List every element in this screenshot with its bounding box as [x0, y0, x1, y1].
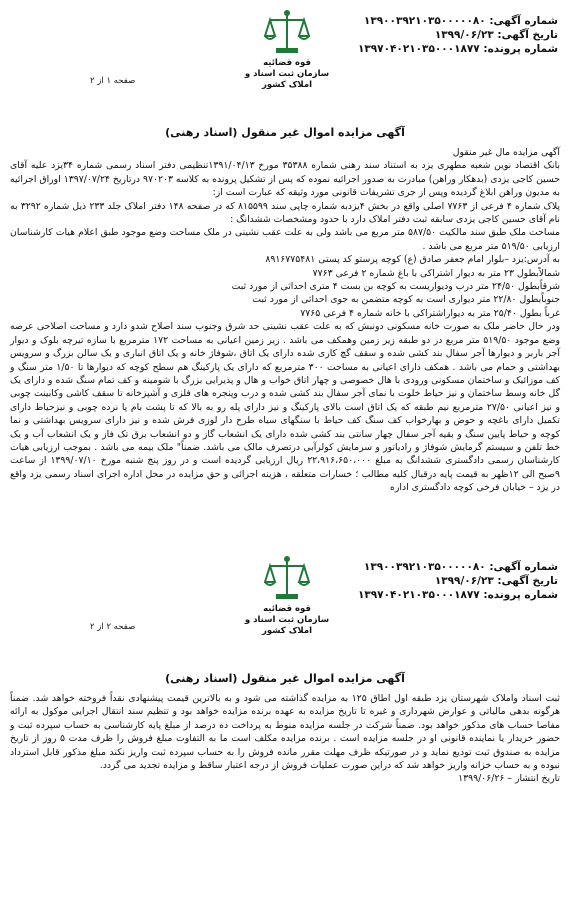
- body-paragraph: جنوباًبطول ۲۲/۸۰ متر دیواری است به کوچه متضمن به جوی احداثی از مورد ثبت: [252, 294, 560, 306]
- body-paragraph: ثبت اسناد واملاک شهرستان یزد طبقه اول اطاق ۱۲۵ به مزایده گذاشته می شود و به بالاترین قیمت پیشنهادی نقداً فروخته خواهد شد. ضمناً هرگونه بدهی مالیاتی و عوارض شهرداری و غیره تا تاریخ مزایده به عهده برنده مزایده خواهد بود و تنظیم سند انتقال اجرایی موکول به ارائه مفاصا حساب های مذکور خواهد بود. ضمناً شرکت در جلسه مزایده منوط به پرداخت ده درصد از مبلغ پایه کارشناسی به حساب سپرده ثبت و حضور خریدار یا نماینده قانونی او در جلسه مزایده است . برنده مزایده مکلف است ما به التفاوت مبلغ فروش را ظرف مدت ۵ روز از تاریخ مزایده به صندوق ثبت تودیع نماید و در صورتیکه ظرف مهلت مقرر مانده فروش را به حساب سپرده ثبت واریز نکند مبلغ مذکور قابل استرداد نبوده و به حساب خزانه واریز خواهد شد که دراین صورت عملیات فروش از درجه اعتبار ساقط و مزایده تجدید می گردد.: [10, 693, 560, 772]
- notice-header: [358, 14, 558, 56]
- organization-name: سازمان ثبت اسناد و املاک کشور: [244, 69, 330, 90]
- notice-number: شماره آگهی: ۱۳۹۰۰۳۹۲۱۰۳۵۰۰۰۰۰۸۰: [363, 561, 558, 573]
- scales-of-justice-icon: [264, 8, 310, 58]
- case-number: شماره پرونده: ۱۳۹۷۰۴۰۲۱۰۳۵۰۰۰۱۸۷۷: [357, 589, 558, 601]
- notice-title: آگهی مزایده اموال غیر منقول (اسناد رهنی): [165, 672, 405, 685]
- case-number: شماره پرونده: ۱۳۹۷۰۴۰۲۱۰۳۵۰۰۰۱۸۷۷: [357, 43, 558, 55]
- body-paragraph: به آدرس:یزد –بلوار امام جعفر صادق (ع) کوچه پرستو کد پستی ۸۹۱۶۷۷۵۴۸۱: [265, 254, 560, 266]
- scales-of-justice-icon: [264, 554, 310, 604]
- notice-title: آگهی مزایده اموال غیر منقول (اسناد رهنی): [165, 126, 405, 139]
- notice-date: تاریخ آگهی: ۱۳۹۹/۰۶/۲۳: [434, 575, 558, 587]
- judiciary-name: قوه قضائیه: [263, 604, 311, 614]
- judiciary-name: قوه قضائیه: [263, 58, 311, 68]
- body-paragraph: شرقاًبطول ۲۴/۵۰ متر درب ودیواریست به کوچه بن بست ۴ متری احداثی از مورد ثبت: [231, 281, 560, 293]
- body-paragraph: بانک اقتصاد نوین شعبه مطهری یزد به استناد سند رهنی شماره ۳۵۳۸۸ مورخ ۱۳۹۱/۰۴/۱۳تنظیمی دفتر اسناد رسمی شماره ۳۴یزد علیه آقای حسین کاجی یزدی (بدهکار وراهن) مبادرت به صدور اجرائیه نموده که پس از تشکیل پرونده به کلاسه ۹۷۰۲۰۳ درتاریخ ۱۳۹۷/۰۷/۲۴ اوراق اجرائیه به مدیون وراهن ابلاغ گردیده وپس از جری تشریفات قانونی مورد وثیقه که عبارت است از:: [10, 160, 561, 199]
- notice-number: شماره آگهی: ۱۳۹۰۰۳۹۲۱۰۳۵۰۰۰۰۰۸۰: [363, 15, 558, 27]
- publication-date: تاریخ انتشار – ۱۳۹۹/۰۶/۲۶: [458, 773, 560, 785]
- judiciary-emblem: [232, 8, 342, 91]
- organization-name: سازمان ثبت اسناد و املاک کشور: [244, 615, 330, 636]
- page-number: صفحه ۲ از ۲: [90, 622, 136, 632]
- notice-date: تاریخ آگهی: ۱۳۹۹/۰۶/۲۳: [434, 29, 558, 41]
- notice-body: [10, 692, 560, 786]
- body-paragraph: پلاک شماره ۴ فرعی از ۷۷۶۳ اصلی واقع در بخش ۴یزدبه شماره چاپی سند ۸۱۵۵۹۹ که در صفحه ۱۴۸ دفتر املاک جلد ۲۳۳ ذیل شماره ۳۲۹۲ به نام آقای حسین کاجی یزدی سابقه ثبت دفتر املاک دارد با حدود ومشخصات ششدانگ :: [10, 200, 561, 226]
- body-paragraph: شمالاًبطول ۲۳ متر به دیوار اشتراکی با باغ شماره ۲ فرعی ۷۷۶۳: [312, 267, 560, 279]
- body-paragraph: آگهی مزایده مال غیر منقول: [452, 147, 560, 158]
- body-paragraph: غرباً بطول ۲۵/۴۰ متر به دیواراشتراکی با خانه شماره ۴ فرعی ۷۷۶۵: [300, 307, 560, 319]
- judiciary-emblem: [232, 554, 342, 637]
- body-paragraph: مساحت ملک طبق سند مالکیت ۵۸۷/۵۰ متر مربع می باشد ولی به علت عقب نشینی در ملک مساحت وضع موجود طبق اعلام هیات کارشناسان ارزیابی ۵۱۹/۵۰ متر مربع می باشد .: [10, 227, 560, 252]
- body-paragraph: ودر حال حاضر ملک به صورت خانه مسکونی دونبش که به علت عقب نشینی حد شرق وجنوب سند اصلاح شدو دارد و مساحت اصلاحی عرصه وضع موجود ۵۱۹/۵۰ متر مربع در دو طبقه زیر زمین وهمکف می باشد . زیر زمین اعیانی به مساحت ۱۷۲ مترمربع با سازه تیرچه بلوک و دیوار آجر باربر و دیوارها آجر سفال بند کشی شده و سقف گچ کاری شده دارای یک اتاق ،شوفاژ خانه و یک اتاق انباری و یک سالن بزرگ و سرویس بهداشتی و حمام می باشد . همکف دارای اعیانی به مساحت ۳۰۰ مترمربع که دارای یک پارکینگ هم سطح کوچه که دیوارها تا ۱/۵۰ متر سنگ و کف موزائیک و ساختمان مسکونی ورودی با هال خصوصی و چهار اتاق خواب و هال و پذیرایی بزرگ با شومینه و کف تمام سنگ شده و دارای یک گل خانه وسط ساختمان و نیز حیاط خلوت با نمای آجر سفال بند کشی شده و درب وپنجره های فلزی و آشپزخانه تا سقف کاشی وکابینت چوبی و نیز اعیانی ۲۷/۵۰ مترمربع نیم طبقه که یک اتاق است بالای پارکینگ و نیز دارای پله رو به بالا که تا پشت بام پا نرده چوبی و نیزحیاط دارای تکمیل دارای باغچه و حوض و بهارخواب کف سنگ کف حیاط با سنگهای سیاه طرح دار لوزی فرش شده و نیز دارای سرویس بهداشتی و نما کوچه و حیاط پایین سنگ و بقیه آجر سفال چهار سانتی بند کشی شده دارای یک انشعاب گاز و دو انشعاب برق تک فاز و یک انشعاب آب و یک خط تلفن و سیستم گرمایش شوفاژ و رادیاتور و سرمایش کولرآبی درتصرف مالک می باشد. ضمناً" ملک بیمه می باشد . بموجب ارزیابی هیات کارشناسان رسمی دادگستری ششدانگ به مبلغ ۲۲،۹۱۶،۶۵۰،۰۰۰ ریال ارزیابی گردیده است و در روز پنج شنبه مورخ ۱۳۹۹/۰۷/۱۰ از ساعت ۹صبح الی ۱۲ظهر به قیمت پایه درقبال کلیه مطالب ؛ خسارات متعلقه ، هزینه اجرائی و حق مزایده در محل اداره اجرای اسناد رسمی یزد واقع در یزد – خیابان فرخی کوچه دادگستری اداره: [10, 321, 560, 494]
- notice-header: [358, 560, 558, 602]
- notice-body: [10, 146, 560, 495]
- notice-page-2: [0, 548, 570, 916]
- page-number: صفحه ۱ از ۲: [90, 76, 136, 86]
